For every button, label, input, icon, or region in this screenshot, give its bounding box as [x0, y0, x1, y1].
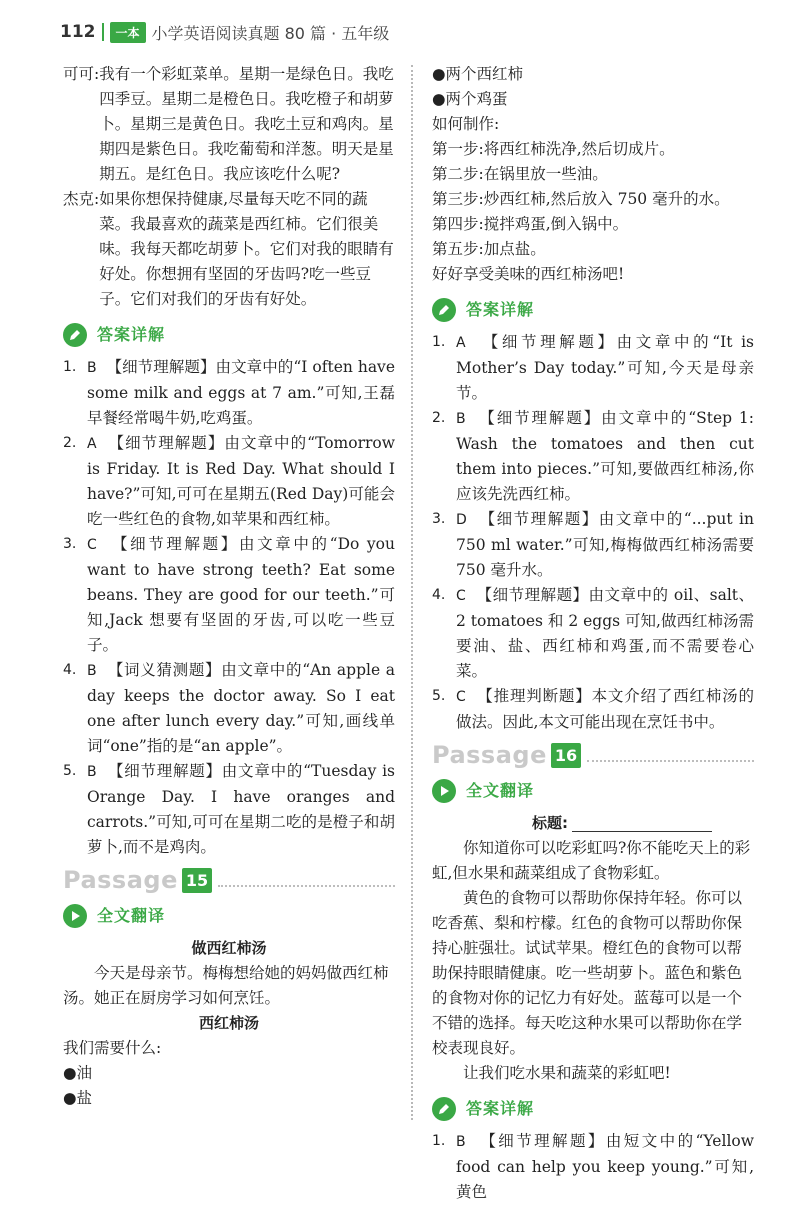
- header-divider: [102, 23, 104, 41]
- paragraph: 黄色的食物可以帮助你保持年轻。你可以吃香蕉、梨和柠檬。红色的食物可以帮助你保持心脏强壮。试试苹果。橙红色的食物可以帮助保持眼睛健康。吃一些胡萝卜。蓝色和紫色的食物对你的记忆力有好处。蓝莓可以是一个不错的选择。每天吃这种水果可以帮助你在学校表现良好。: [432, 889, 743, 1057]
- right-column: [432, 62, 754, 1205]
- answer-body: [87, 532, 395, 658]
- answer-text: 【细节理解题】由文章中的“Do you want to have strong teeth? Eat some beans. They are good for our teeth.”可知,Jack 想要有坚固的牙齿,可以吃一些豆子。: [87, 535, 396, 654]
- answer-number: 2.: [63, 435, 77, 451]
- recipe-title: 西红柿汤: [198, 1014, 259, 1032]
- answer-number: 3.: [63, 536, 77, 552]
- answer-body: [456, 330, 754, 406]
- answer-section-heading: [432, 1096, 754, 1121]
- translation-heading-label: 全文翻译: [97, 906, 166, 925]
- answer-number: 1.: [432, 334, 446, 350]
- ingredient-item: ● 油: [63, 1061, 395, 1086]
- pencil-icon: [63, 323, 87, 347]
- answer-text: 【推理判断题】本文介绍了西红柿汤的做法。因此,本文可能出现在烹饪书中。: [456, 687, 754, 731]
- answer-item: [432, 583, 754, 684]
- answer-body: [87, 759, 395, 860]
- passage-number: 15: [182, 868, 212, 893]
- answer-text: 【细节理解题】由文章中的“Tuesday is Orange Day. I have oranges and carrots.”可知,可可在星期二吃的是橙子和胡萝卜,而不是鸡肉。: [87, 762, 395, 856]
- left-column: [63, 62, 395, 1111]
- answer-heading-label: 答案详解: [466, 300, 535, 319]
- paragraph: 今天是母亲节。梅梅想给她的妈妈做西红柿汤。她正在厨房学习如何烹饪。: [63, 964, 389, 1007]
- title-blank-line: [532, 811, 754, 836]
- enjoy-line: 好好享受美味的西红柿汤吧!: [432, 265, 625, 283]
- answer-section-heading: [63, 322, 395, 347]
- answer-number: 3.: [432, 511, 446, 527]
- need-label: 我们需要什么:: [63, 1039, 162, 1057]
- answer-body: [456, 583, 754, 684]
- title-label: 标题:: [532, 814, 568, 832]
- answer-body: [456, 507, 754, 583]
- answer-item: [432, 1129, 754, 1205]
- answer-letter: B: [456, 1134, 466, 1150]
- answer-text: 【细节理解题】由文章中的“Step 1: Wash the tomatoes and then cut them into pieces.”可知,要做西红柿汤,你应该先洗西红柿。: [456, 409, 754, 503]
- how-label: 如何制作:: [432, 115, 500, 133]
- passage-16-header: [432, 743, 754, 768]
- dialogue-text: 如果你想保持健康,尽量每天吃不同的蔬菜。我最喜欢的蔬菜是西红柿。它们很美味。我每天都吃胡萝卜。它们对我的眼睛有好处。你想拥有坚固的牙齿吗?吃一些豆子。它们对我们的牙齿有好处。: [99, 190, 394, 308]
- answer-text: 【细节理解题】由文章中的“It is Mother’s Day today.”可知,今天是母亲节。: [456, 333, 754, 402]
- passage-label: Passage: [63, 866, 178, 894]
- answer-letter: C: [456, 689, 466, 705]
- pencil-icon: [432, 298, 456, 322]
- answer-letter: B: [87, 663, 97, 679]
- dialogue-line: [63, 62, 395, 187]
- translation-section-heading: [432, 778, 754, 803]
- answer-number: 5.: [63, 763, 77, 779]
- translation-heading-label: 全文翻译: [466, 781, 535, 800]
- page-number: 112: [60, 22, 96, 42]
- answer-letter: A: [87, 436, 97, 452]
- answer-number: 2.: [432, 410, 446, 426]
- answer-item: [432, 406, 754, 507]
- dialogue-line: [63, 187, 395, 312]
- answer-text: 【细节理解题】由文章中的“...put in 750 ml water.”可知,梅梅做西红柿汤需要750 毫升水。: [456, 510, 754, 579]
- ingredient-item: ● 两个西红柿: [432, 62, 754, 87]
- answer-item: [63, 431, 395, 532]
- answer-body: [87, 355, 395, 431]
- answer-heading-label: 答案详解: [466, 1099, 535, 1118]
- answer-text: 【词义猜测题】由文章中的“An apple a day keeps the doctor away. So I eat one after lunch every day.”可知,画线单词“one”指的是“an apple”。: [87, 661, 395, 755]
- answer-letter: D: [456, 512, 467, 528]
- ingredient-item: ● 两个鸡蛋: [432, 87, 754, 112]
- title-blank[interactable]: [572, 815, 712, 832]
- answer-section-heading: [432, 297, 754, 322]
- answer-letter: C: [87, 537, 97, 553]
- passage-number: 16: [551, 743, 581, 768]
- passage-title: 做西红柿汤: [191, 939, 267, 957]
- speaker: 可可:: [63, 65, 100, 83]
- answer-letter: B: [87, 764, 97, 780]
- pencil-icon: [432, 1097, 456, 1121]
- dotted-rule: [218, 875, 395, 887]
- ingredient-item: ● 盐: [63, 1086, 395, 1111]
- recipe-step: 第一步:将西红柿洗净,然后切成片。: [432, 140, 675, 158]
- play-icon: [432, 779, 456, 803]
- answer-letter: C: [456, 588, 466, 604]
- dotted-rule: [587, 750, 754, 762]
- answer-item: [432, 507, 754, 583]
- answer-text: 【细节理解题】由文章中的“I often have some milk and eggs at 7 am.”可知,王磊早餐经常喝牛奶,吃鸡蛋。: [87, 358, 395, 427]
- publisher-logo: 一本: [110, 22, 146, 43]
- answer-body: [456, 406, 754, 507]
- dialogue-text: 我有一个彩虹菜单。星期一是绿色日。我吃四季豆。星期二是橙色日。我吃橙子和胡萝卜。星期三是黄色日。我吃土豆和鸡肉。星期四是紫色日。我吃葡萄和洋葱。明天是星期五。是红色日。我应该吃什么呢?: [99, 65, 394, 183]
- speaker: 杰克:: [63, 190, 100, 208]
- answer-text: 【细节理解题】由文章中的“Tomorrow is Friday. It is Red Day. What should I have?”可知,可可在星期五(Red Day)可能会吃一些红色的食物,如苹果和西红柿。: [87, 434, 396, 528]
- recipe-step: 第四步:搅拌鸡蛋,倒入锅中。: [432, 215, 629, 233]
- play-icon: [63, 904, 87, 928]
- recipe-step: 第二步:在锅里放一些油。: [432, 165, 608, 183]
- recipe-step: 第五步:加点盐。: [432, 240, 546, 258]
- answer-letter: A: [456, 335, 466, 351]
- passage-15-header: [63, 868, 395, 893]
- answer-body: [456, 1129, 754, 1205]
- book-title: 小学英语阅读真题 80 篇 · 五年级: [151, 23, 390, 43]
- answer-text: 【细节理解题】由文章中的 oil、salt、2 tomatoes 和 2 eggs 可知,做西红柿汤需要油、盐、西红柿和鸡蛋,而不需要卷心菜。: [456, 586, 755, 680]
- paragraph: 你知道你可以吃彩虹吗?你不能吃天上的彩虹,但水果和蔬菜组成了食物彩虹。: [432, 839, 751, 882]
- page-header: [60, 18, 389, 46]
- answer-item: [63, 355, 395, 431]
- answer-letter: B: [456, 411, 466, 427]
- paragraph: 让我们吃水果和蔬菜的彩虹吧!: [463, 1064, 671, 1082]
- answer-number: 1.: [63, 359, 77, 375]
- answer-item: [63, 532, 395, 658]
- answer-letter: B: [87, 360, 97, 376]
- answer-number: 5.: [432, 688, 446, 704]
- answer-number: 1.: [432, 1133, 446, 1149]
- answer-item: [432, 330, 754, 406]
- answer-number: 4.: [63, 662, 77, 678]
- answer-item: [432, 684, 754, 735]
- answer-item: [63, 759, 395, 860]
- answer-number: 4.: [432, 587, 446, 603]
- recipe-step: 第三步:炒西红柿,然后放入 750 毫升的水。: [432, 190, 730, 208]
- translation-section-heading: [63, 903, 395, 928]
- answer-body: [87, 431, 395, 532]
- answer-text: 【细节理解题】由短文中的“Yellow food can help you keep young.”可知,黄色: [456, 1132, 754, 1201]
- passage-label: Passage: [432, 741, 547, 769]
- answer-item: [63, 658, 395, 759]
- answer-body: [456, 684, 754, 735]
- answer-body: [87, 658, 395, 759]
- answer-heading-label: 答案详解: [97, 325, 166, 344]
- column-divider: [411, 65, 413, 1120]
